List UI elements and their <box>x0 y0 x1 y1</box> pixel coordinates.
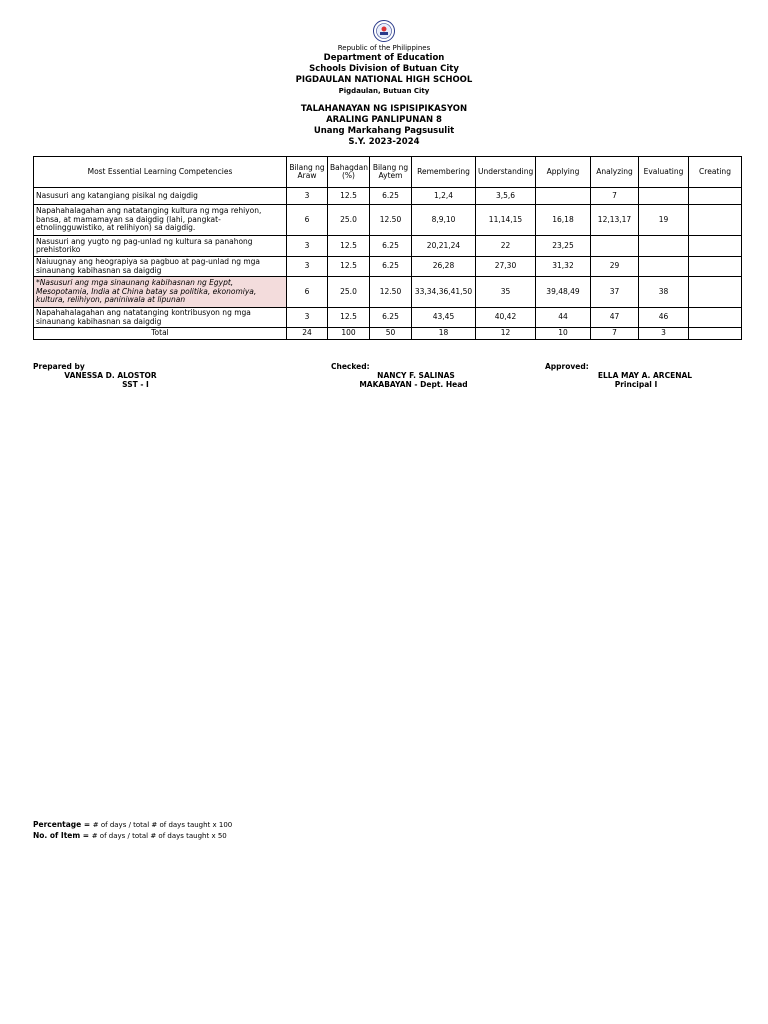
school-address: Pigdaulan, Butuan City <box>338 87 430 95</box>
subject-title: ARALING PANLIPUNAN 8 <box>326 115 442 125</box>
table-row <box>34 308 742 328</box>
items-formula <box>33 831 227 841</box>
understanding-cell: 3,5,6 <box>476 188 536 205</box>
approved-title: Principal I <box>614 380 658 389</box>
school-name: PIGDAULAN NATIONAL HIGH SCHOOL <box>295 75 473 85</box>
school-year: S.Y. 2023-2024 <box>348 137 420 147</box>
evaluating-cell: 38 <box>639 277 689 308</box>
analyzing-cell <box>591 236 639 257</box>
percentage-formula-label: Percentage = <box>33 820 93 829</box>
table-row <box>34 257 742 277</box>
days-cell: 3 <box>287 236 328 257</box>
total-label: Total <box>34 328 287 340</box>
items-formula-label: No. of Item = <box>33 831 92 840</box>
total-analyzing: 7 <box>591 328 639 340</box>
total-remembering: 18 <box>412 328 476 340</box>
understanding-cell: 11,14,15 <box>476 205 536 236</box>
analyzing-cell: 12,13,17 <box>591 205 639 236</box>
remembering-cell: 8,9,10 <box>412 205 476 236</box>
understanding-cell: 27,30 <box>476 257 536 277</box>
table-row <box>34 277 742 308</box>
applying-cell: 39,48,49 <box>536 277 591 308</box>
creating-cell <box>689 205 742 236</box>
understanding-cell: 40,42 <box>476 308 536 328</box>
remembering-cell: 1,2,4 <box>412 188 476 205</box>
analyzing-cell: 47 <box>591 308 639 328</box>
col-header-understanding: Understanding <box>476 157 536 188</box>
items-cell: 12.50 <box>370 205 412 236</box>
evaluating-cell <box>639 188 689 205</box>
percent-cell: 25.0 <box>328 205 370 236</box>
evaluating-cell: 46 <box>639 308 689 328</box>
understanding-cell: 35 <box>476 277 536 308</box>
deped-seal-icon <box>373 20 395 42</box>
prepared-title: SST - I <box>122 380 149 389</box>
remembering-cell: 20,21,24 <box>412 236 476 257</box>
table-row <box>34 188 742 205</box>
creating-cell <box>689 308 742 328</box>
col-header-items: Bilang ng Aytem <box>370 157 412 188</box>
total-creating <box>689 328 742 340</box>
document-title-block <box>0 104 768 148</box>
checked-label: Checked: <box>331 362 370 371</box>
republic-text: Republic of the Philippines <box>337 44 431 52</box>
checked-title: MAKABAYAN - Dept. Head <box>359 380 468 389</box>
remembering-cell: 33,34,36,41,50 <box>412 277 476 308</box>
percentage-formula <box>33 820 232 830</box>
total-items: 50 <box>370 328 412 340</box>
competency-cell: Naiuugnay ang heograpiya sa pagbuo at pag-unlad ng mga sinaunang kabihasnan sa daigdig <box>34 257 287 277</box>
competency-cell-highlighted: *Nasusuri ang mga sinaunang kabihasnan ng Egypt, Mesopotamia, India at China batay sa politika, ekonomiya, kultura, relihiyon, paniniwala at lipunan <box>34 277 287 308</box>
evaluating-cell <box>639 236 689 257</box>
items-cell: 6.25 <box>370 236 412 257</box>
total-understanding: 12 <box>476 328 536 340</box>
days-cell: 6 <box>287 277 328 308</box>
analyzing-cell: 7 <box>591 188 639 205</box>
approved-label: Approved: <box>545 362 589 371</box>
prepared-by-block <box>33 362 233 389</box>
percent-cell: 12.5 <box>328 257 370 277</box>
prepared-name: VANESSA D. ALOSTOR <box>64 371 157 380</box>
specification-table <box>33 156 742 340</box>
items-cell: 6.25 <box>370 188 412 205</box>
col-header-creating: Creating <box>689 157 742 188</box>
table-row <box>34 236 742 257</box>
days-cell: 3 <box>287 308 328 328</box>
creating-cell <box>689 257 742 277</box>
creating-cell <box>689 277 742 308</box>
col-header-competency: Most Essential Learning Competencies <box>34 157 287 188</box>
col-header-evaluating: Evaluating <box>639 157 689 188</box>
percent-cell: 25.0 <box>328 277 370 308</box>
evaluating-cell <box>639 257 689 277</box>
understanding-cell: 22 <box>476 236 536 257</box>
approved-by-block <box>545 362 735 389</box>
creating-cell <box>689 236 742 257</box>
items-cell: 6.25 <box>370 308 412 328</box>
percent-cell: 12.5 <box>328 188 370 205</box>
analyzing-cell: 37 <box>591 277 639 308</box>
prepared-label: Prepared by <box>33 362 85 371</box>
percent-cell: 12.5 <box>328 308 370 328</box>
total-days: 24 <box>287 328 328 340</box>
items-formula-text: # of days / total # of days taught x 50 <box>91 832 227 840</box>
percentage-formula-text: # of days / total # of days taught x 100 <box>92 821 233 829</box>
competency-cell: Napahahalagahan ang natatanging kontribusyon ng mga sinaunang kabihasnan sa daigdig <box>34 308 287 328</box>
applying-cell: 16,18 <box>536 205 591 236</box>
remembering-cell: 26,28 <box>412 257 476 277</box>
checked-by-block <box>331 362 521 389</box>
days-cell: 6 <box>287 205 328 236</box>
document-header <box>0 20 768 148</box>
remembering-cell: 43,45 <box>412 308 476 328</box>
total-applying: 10 <box>536 328 591 340</box>
department-text: Department of Education <box>323 53 445 63</box>
exam-title: Unang Markahang Pagsusulit <box>313 126 455 136</box>
applying-cell: 44 <box>536 308 591 328</box>
days-cell: 3 <box>287 257 328 277</box>
items-cell: 12.50 <box>370 277 412 308</box>
col-header-days: Bilang ng Araw <box>287 157 328 188</box>
division-text: Schools Division of Butuan City <box>309 64 459 74</box>
approved-name: ELLA MAY A. ARCENAL <box>597 371 693 380</box>
creating-cell <box>689 188 742 205</box>
table-row <box>34 205 742 236</box>
competency-cell: Napahahalagahan ang natatanging kultura ng mga rehiyon, bansa, at mamamayan sa daigdig (lahi, pangkat-etnolingguwistiko, at relihiyon) sa daigdig. <box>34 205 287 236</box>
applying-cell <box>536 188 591 205</box>
items-cell: 6.25 <box>370 257 412 277</box>
total-evaluating: 3 <box>639 328 689 340</box>
col-header-applying: Applying <box>536 157 591 188</box>
analyzing-cell: 29 <box>591 257 639 277</box>
col-header-percent: Bahagdan (%) <box>328 157 370 188</box>
percent-cell: 12.5 <box>328 236 370 257</box>
competency-cell: Nasusuri ang katangiang pisikal ng daigdig <box>34 188 287 205</box>
document-title: TALAHANAYAN NG ISPISIPIKASYON <box>300 104 468 114</box>
days-cell: 3 <box>287 188 328 205</box>
checked-name: NANCY F. SALINAS <box>377 371 455 380</box>
col-header-remembering: Remembering <box>412 157 476 188</box>
evaluating-cell: 19 <box>639 205 689 236</box>
applying-cell: 23,25 <box>536 236 591 257</box>
applying-cell: 31,32 <box>536 257 591 277</box>
competency-cell: Nasusuri ang yugto ng pag-unlad ng kultura sa panahong prehistoriko <box>34 236 287 257</box>
table-header-row <box>34 157 742 188</box>
col-header-analyzing: Analyzing <box>591 157 639 188</box>
table-total-row <box>34 328 742 340</box>
total-percent: 100 <box>328 328 370 340</box>
